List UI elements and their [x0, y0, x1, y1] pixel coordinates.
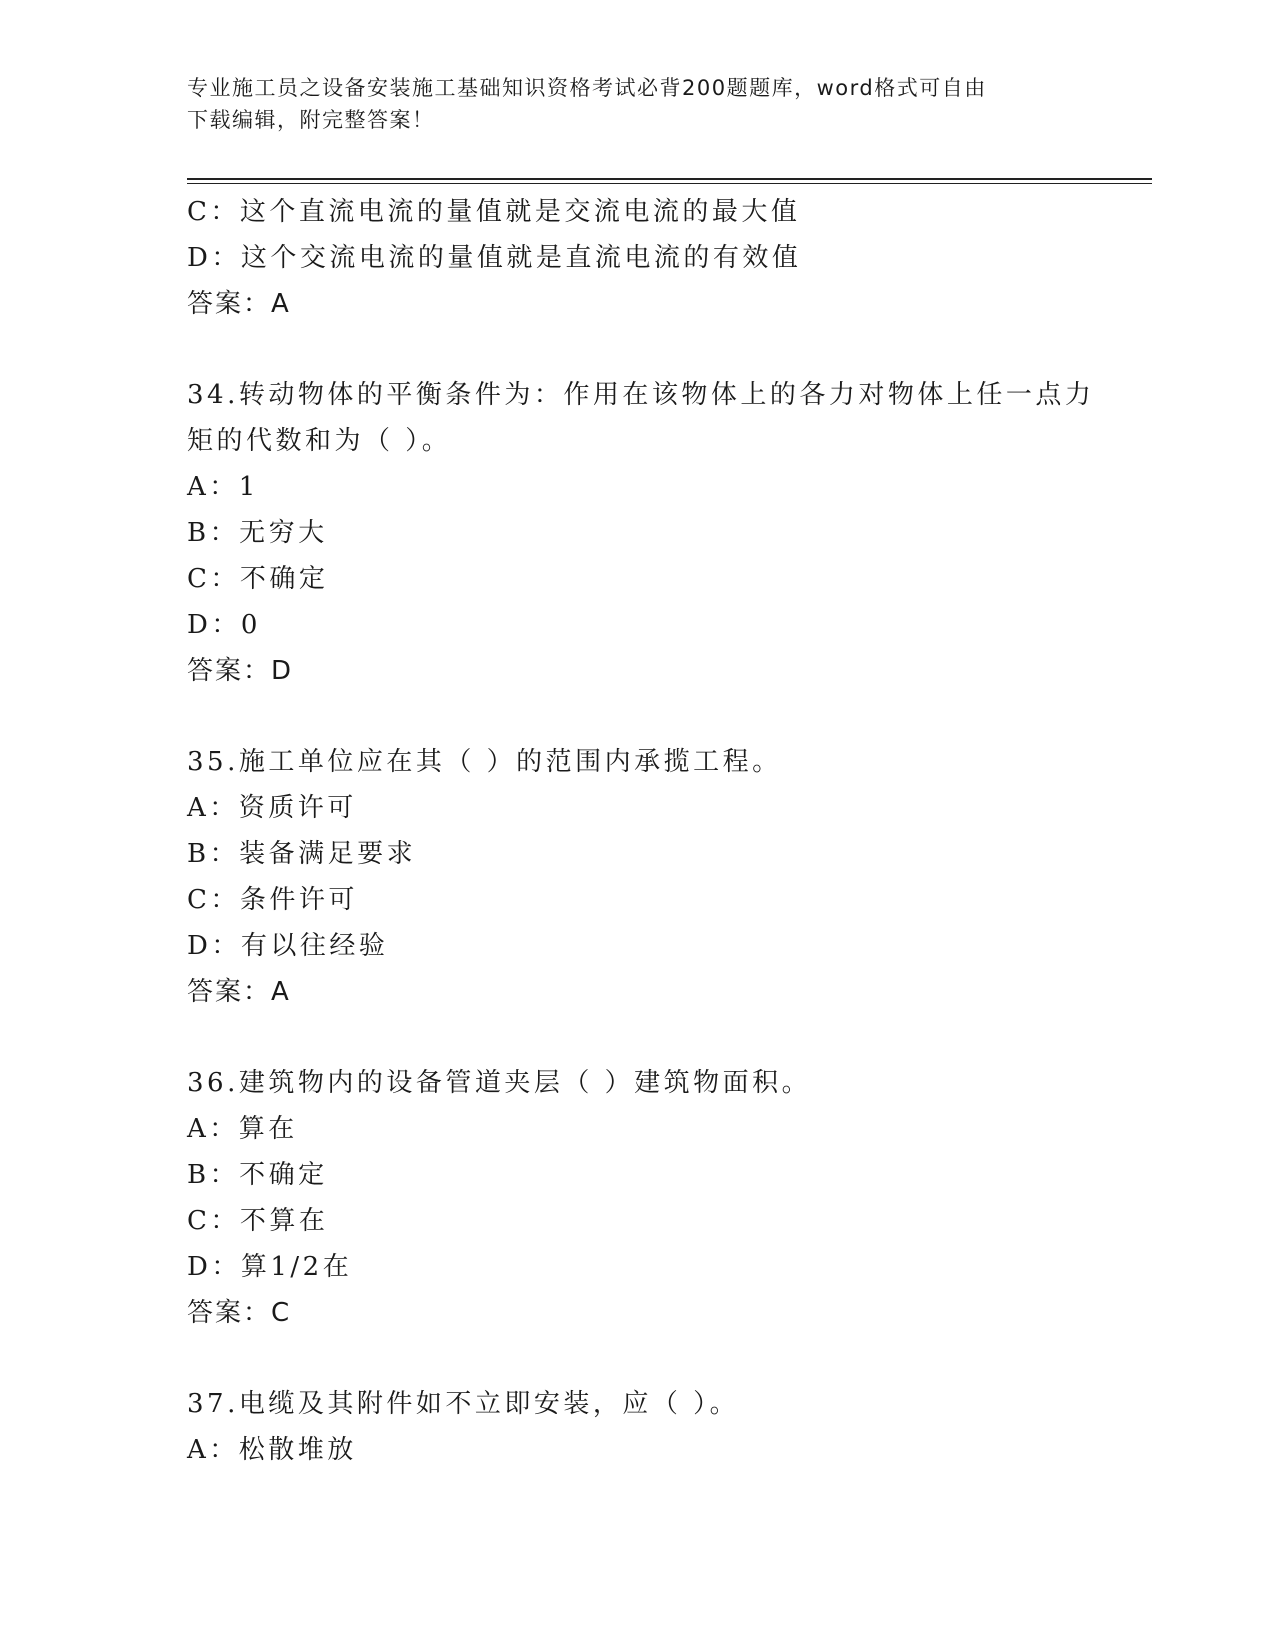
answer: 答案：A [187, 977, 291, 1007]
spacer [187, 694, 1152, 739]
option-c: C：不确定 [187, 564, 329, 594]
question-33-continued [187, 189, 1152, 327]
question-stem: 37.电缆及其附件如不立即安装，应（ ）。 [187, 1389, 740, 1419]
option-a: A：松散堆放 [187, 1435, 357, 1465]
option-a: A：资质许可 [187, 793, 357, 823]
option-c: C：这个直流电流的量值就是交流电流的最大值 [187, 197, 801, 227]
answer: 答案：D [187, 656, 294, 686]
question-stem: 34.转动物体的平衡条件为：作用在该物体上的各力对物体上任一点力 [187, 380, 1095, 410]
option-b: B：不确定 [187, 1160, 328, 1190]
question-stem-continued: 矩的代数和为（ ）。 [187, 426, 452, 456]
header-divider-thin [187, 183, 1152, 184]
question-34 [187, 372, 1152, 694]
document-header [187, 72, 1057, 136]
spacer [187, 1015, 1152, 1060]
header-divider-thick [187, 178, 1152, 180]
question-35 [187, 739, 1152, 1015]
header-title-line-2: 下载编辑，附完整答案！ [187, 108, 435, 132]
option-a: A：算在 [187, 1114, 298, 1144]
question-37 [187, 1381, 1152, 1473]
option-d: D：这个交流电流的量值就是直流电流的有效值 [187, 243, 802, 273]
spacer [187, 327, 1152, 372]
option-b: B：无穷大 [187, 518, 328, 548]
option-b: B：装备满足要求 [187, 839, 417, 869]
question-list [187, 189, 1152, 1473]
option-d: D：0 [187, 610, 261, 640]
question-36 [187, 1060, 1152, 1336]
option-d: D：算1/2在 [187, 1252, 353, 1282]
option-d: D：有以往经验 [187, 931, 389, 961]
question-stem: 36.建筑物内的设备管道夹层（ ）建筑物面积。 [187, 1068, 812, 1098]
question-stem: 35.施工单位应在其（ ）的范围内承揽工程。 [187, 747, 782, 777]
option-c: C：不算在 [187, 1206, 329, 1236]
answer: 答案：A [187, 289, 291, 319]
answer: 答案：C [187, 1298, 292, 1328]
spacer [187, 1336, 1152, 1381]
header-title-line-1: 专业施工员之设备安装施工基础知识资格考试必背200题题库，word格式可自由 [187, 76, 987, 100]
document-page [187, 0, 1152, 1650]
option-a: A：1 [187, 472, 259, 502]
option-c: C：条件许可 [187, 885, 358, 915]
